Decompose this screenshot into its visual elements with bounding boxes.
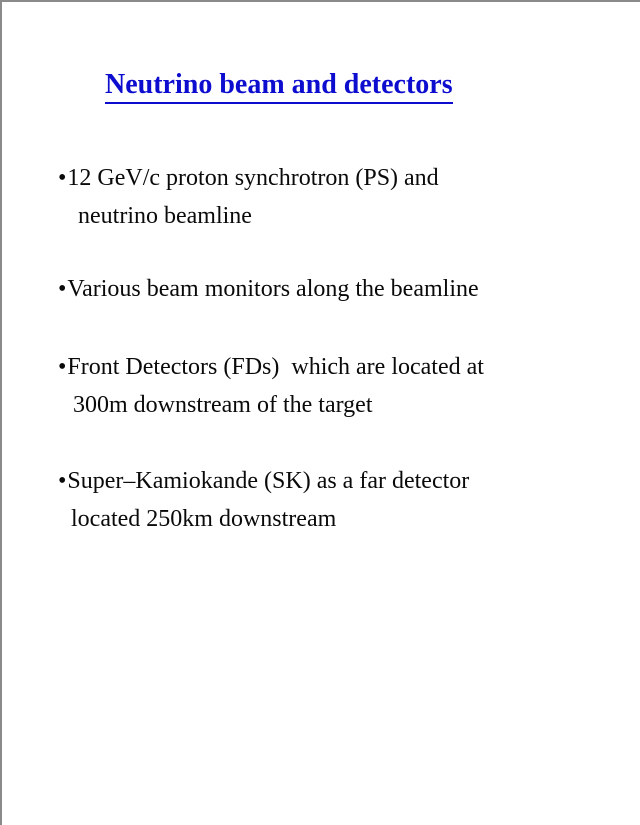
bullet-line <box>0 197 640 235</box>
bullet-marker: • <box>58 165 67 191</box>
bullet-text: neutrino beamline <box>78 203 252 229</box>
bullet-paragraph <box>0 348 640 424</box>
bullet-marker: • <box>58 468 67 494</box>
bullet-line <box>0 462 640 500</box>
bullet-text: located 250km downstream <box>71 506 337 532</box>
bullet-marker: • <box>58 276 67 302</box>
page-top-edge-line <box>2 0 640 2</box>
bullet-line <box>0 500 640 538</box>
bullet-text: Front Detectors (FDs) which are located at <box>67 354 484 380</box>
bullet-text: 300m downstream of the target <box>73 392 373 418</box>
bullet-line <box>0 159 640 197</box>
bullet-line <box>0 270 640 308</box>
bullet-paragraph <box>0 159 640 235</box>
bullet-text: Super–Kamiokande (SK) as a far detector <box>67 468 470 494</box>
bullet-text: 12 GeV/c proton synchrotron (PS) and <box>67 165 439 191</box>
bullet-paragraph <box>0 270 640 308</box>
bullet-text: Various beam monitors along the beamline <box>67 276 479 302</box>
bullet-line <box>0 386 640 424</box>
bullet-paragraph <box>0 462 640 538</box>
page-title: Neutrino beam and detectors <box>105 69 453 104</box>
bullet-line <box>0 348 640 386</box>
bullet-marker: • <box>58 354 67 380</box>
